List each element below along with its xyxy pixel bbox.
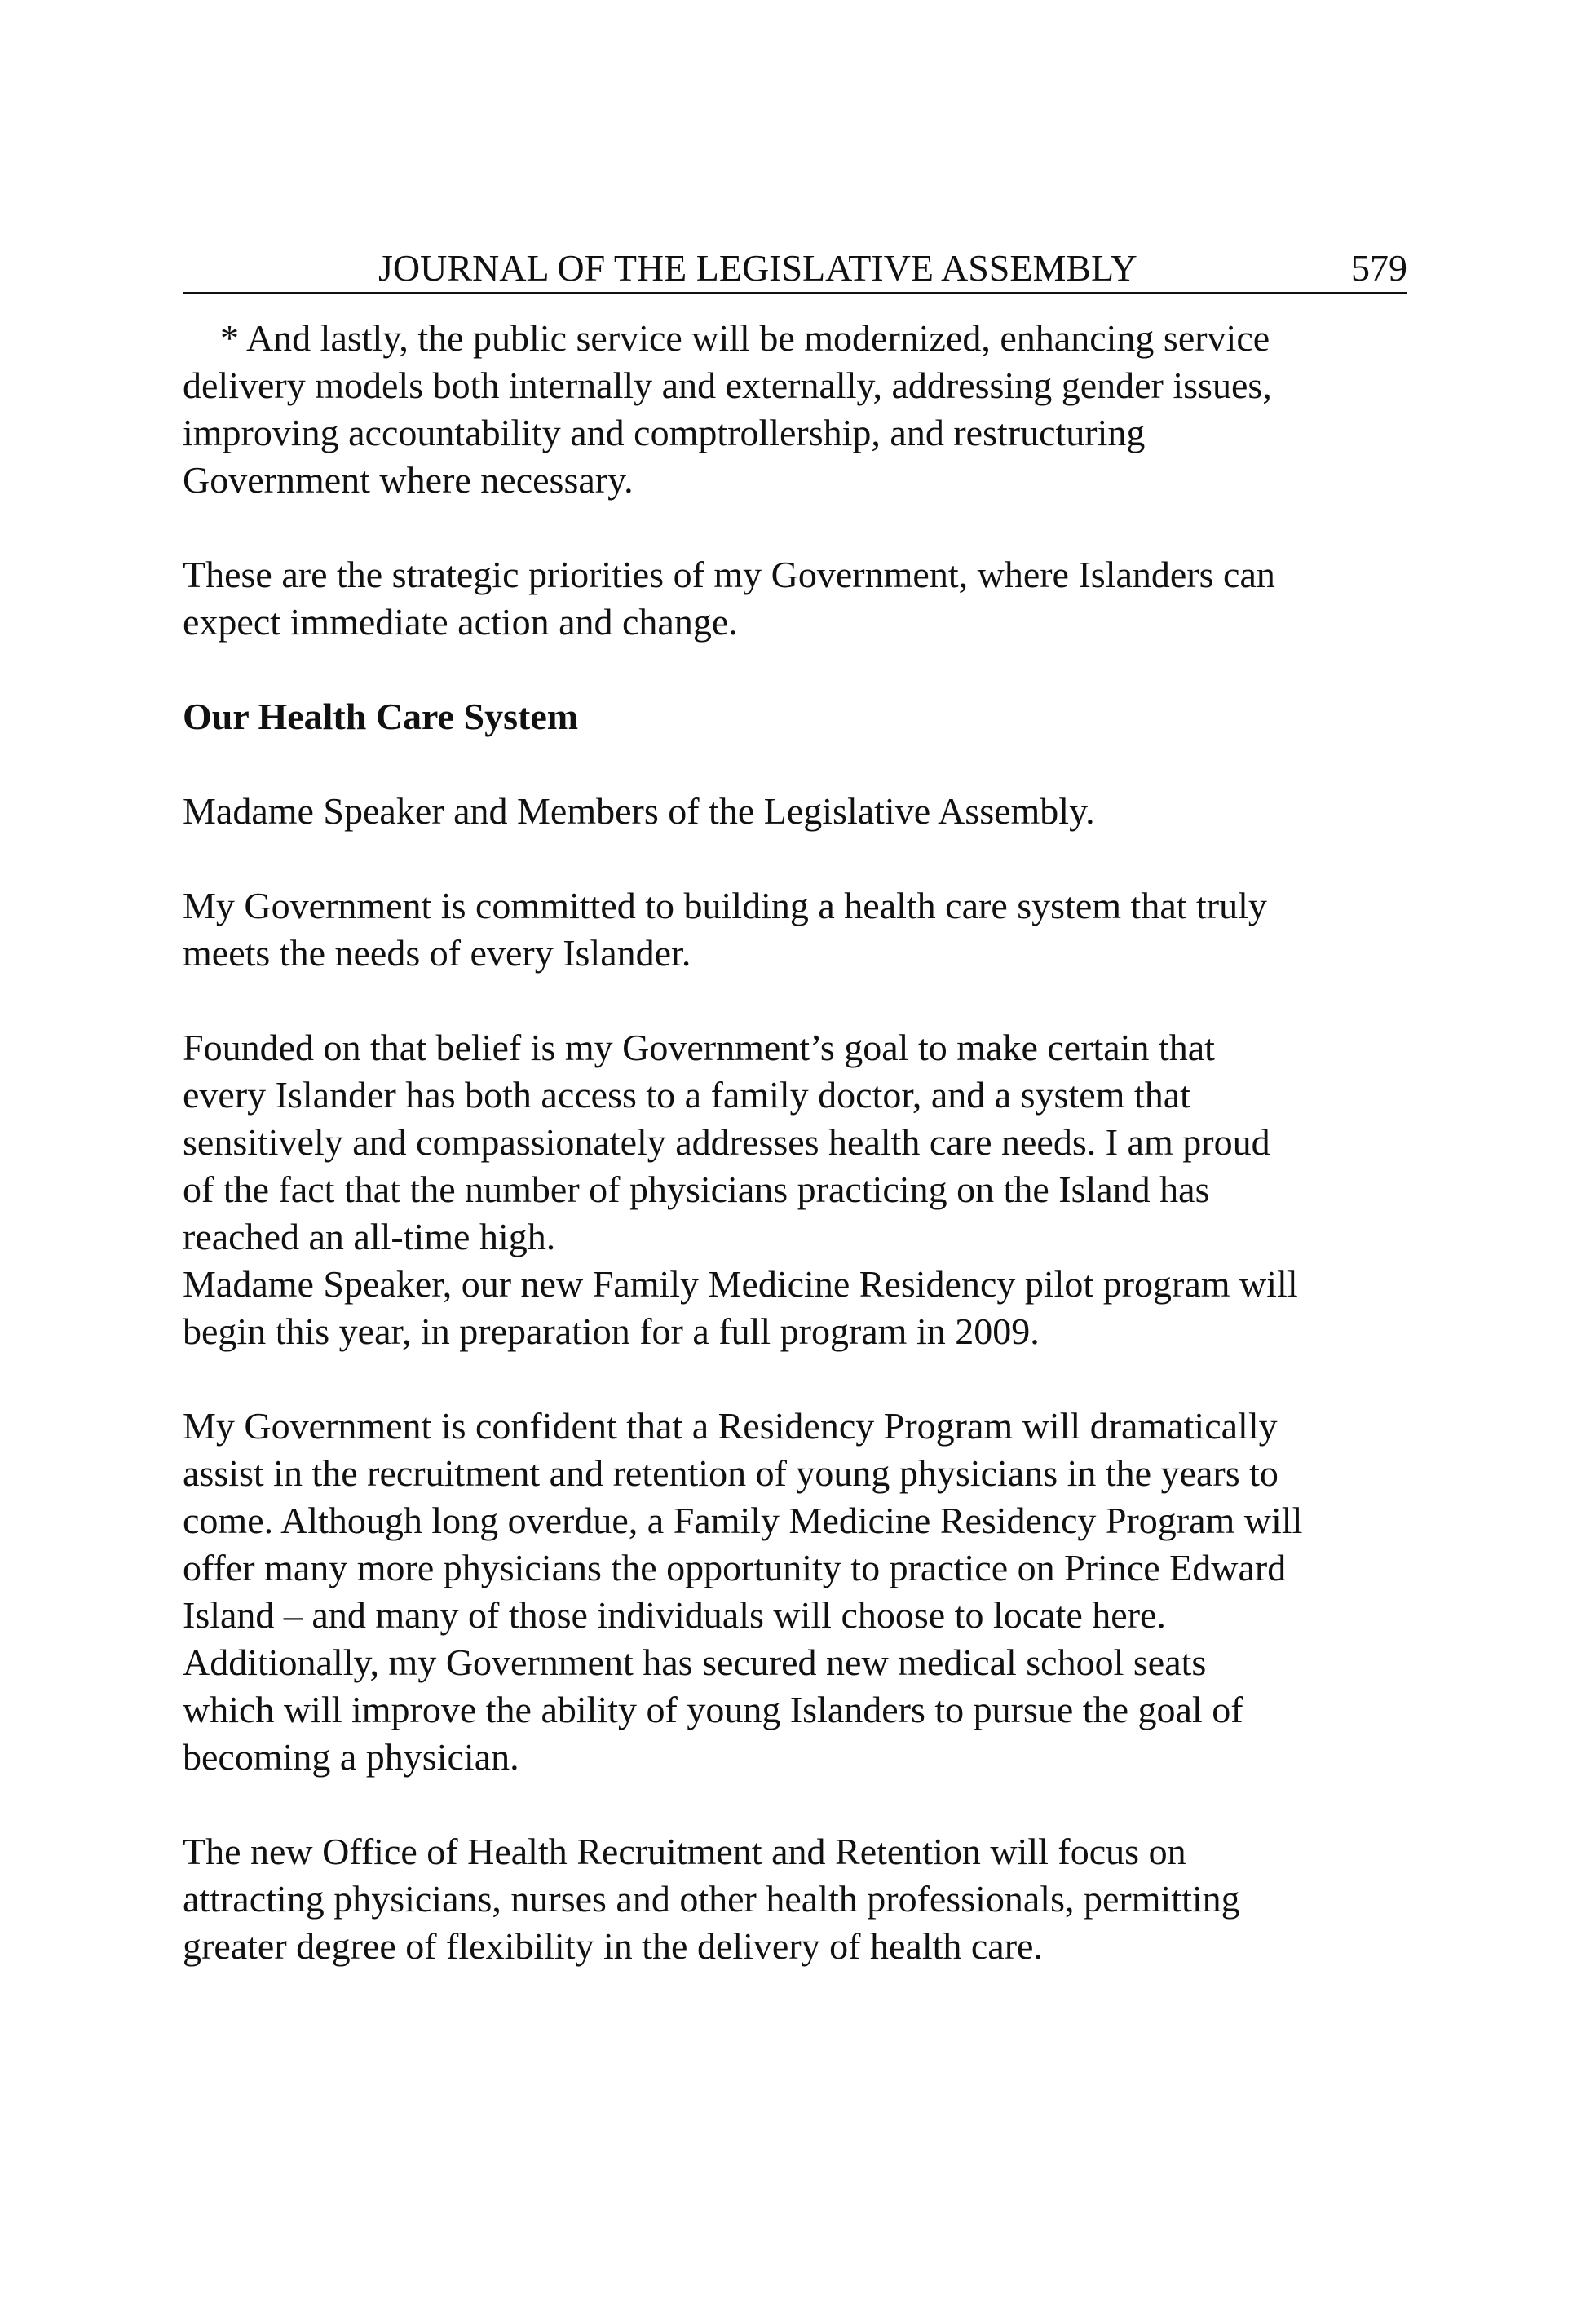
text-line: reached an all-time high.: [183, 1216, 556, 1257]
text-line: greater degree of flexibility in the delivery of health care.: [183, 1925, 1043, 1967]
text-line: begin this year, in preparation for a full program in 2009.: [183, 1310, 1040, 1352]
page-number: 579: [1351, 247, 1407, 289]
text-line: every Islander has both access to a family doctor, and a system that: [183, 1074, 1190, 1116]
text-line: My Government is confident that a Residency Program will dramatically: [183, 1405, 1278, 1447]
text-line: The new Office of Health Recruitment and Retention will focus on: [183, 1831, 1186, 1872]
text-line: becoming a physician.: [183, 1736, 519, 1778]
paragraph-residency-pilot: [183, 1261, 1407, 1355]
paragraph-public-service: [183, 315, 1407, 504]
text-line: attracting physicians, nurses and other health professionals, permitting: [183, 1878, 1240, 1920]
paragraph-address: [183, 788, 1407, 835]
paragraph-residency-program: [183, 1403, 1407, 1781]
paragraph-family-doctor: [183, 1024, 1407, 1261]
body-text: [183, 315, 1407, 1970]
text-line: My Government is committed to building a health care system that truly: [183, 885, 1267, 926]
text-line: which will improve the ability of young Islanders to pursue the goal of: [183, 1689, 1243, 1730]
text-line: delivery models both internally and externally, addressing gender issues,: [183, 365, 1272, 406]
paragraph-strategic-priorities: [183, 551, 1407, 646]
text-line: assist in the recruitment and retention of young physicians in the years to: [183, 1452, 1279, 1494]
text-line: offer many more physicians the opportunity to practice on Prince Edward: [183, 1547, 1287, 1588]
paragraph-commitment: [183, 882, 1407, 977]
paragraph-recruitment-office: [183, 1828, 1407, 1970]
text-line: Government where necessary.: [183, 459, 634, 501]
section-heading: Our Health Care System: [183, 696, 579, 737]
text-line: Island – and many of those individuals will choose to locate here.: [183, 1594, 1166, 1636]
text-line: sensitively and compassionately addresses health care needs. I am proud: [183, 1121, 1270, 1163]
text-line: * And lastly, the public service will be modernized, enhancing service: [220, 317, 1270, 359]
text-line: expect immediate action and change.: [183, 601, 738, 643]
text-line: Madame Speaker, our new Family Medicine Residency pilot program will: [183, 1263, 1298, 1305]
text-line: of the fact that the number of physicians practicing on the Island has: [183, 1169, 1210, 1210]
running-header: [183, 245, 1407, 294]
text-line: meets the needs of every Islander.: [183, 932, 691, 974]
text-line: Madame Speaker and Members of the Legislative Assembly.: [183, 790, 1095, 832]
text-line: Founded on that belief is my Government’s goal to make certain that: [183, 1027, 1215, 1068]
text-line: improving accountability and comptrollership, and restructuring: [183, 412, 1146, 453]
text-line: Additionally, my Government has secured new medical school seats: [183, 1641, 1207, 1683]
text-line: These are the strategic priorities of my Government, where Islanders can: [183, 554, 1275, 595]
text-line: come. Although long overdue, a Family Medicine Residency Program will: [183, 1500, 1303, 1541]
journal-title: JOURNAL OF THE LEGISLATIVE ASSEMBLY: [378, 247, 1137, 289]
